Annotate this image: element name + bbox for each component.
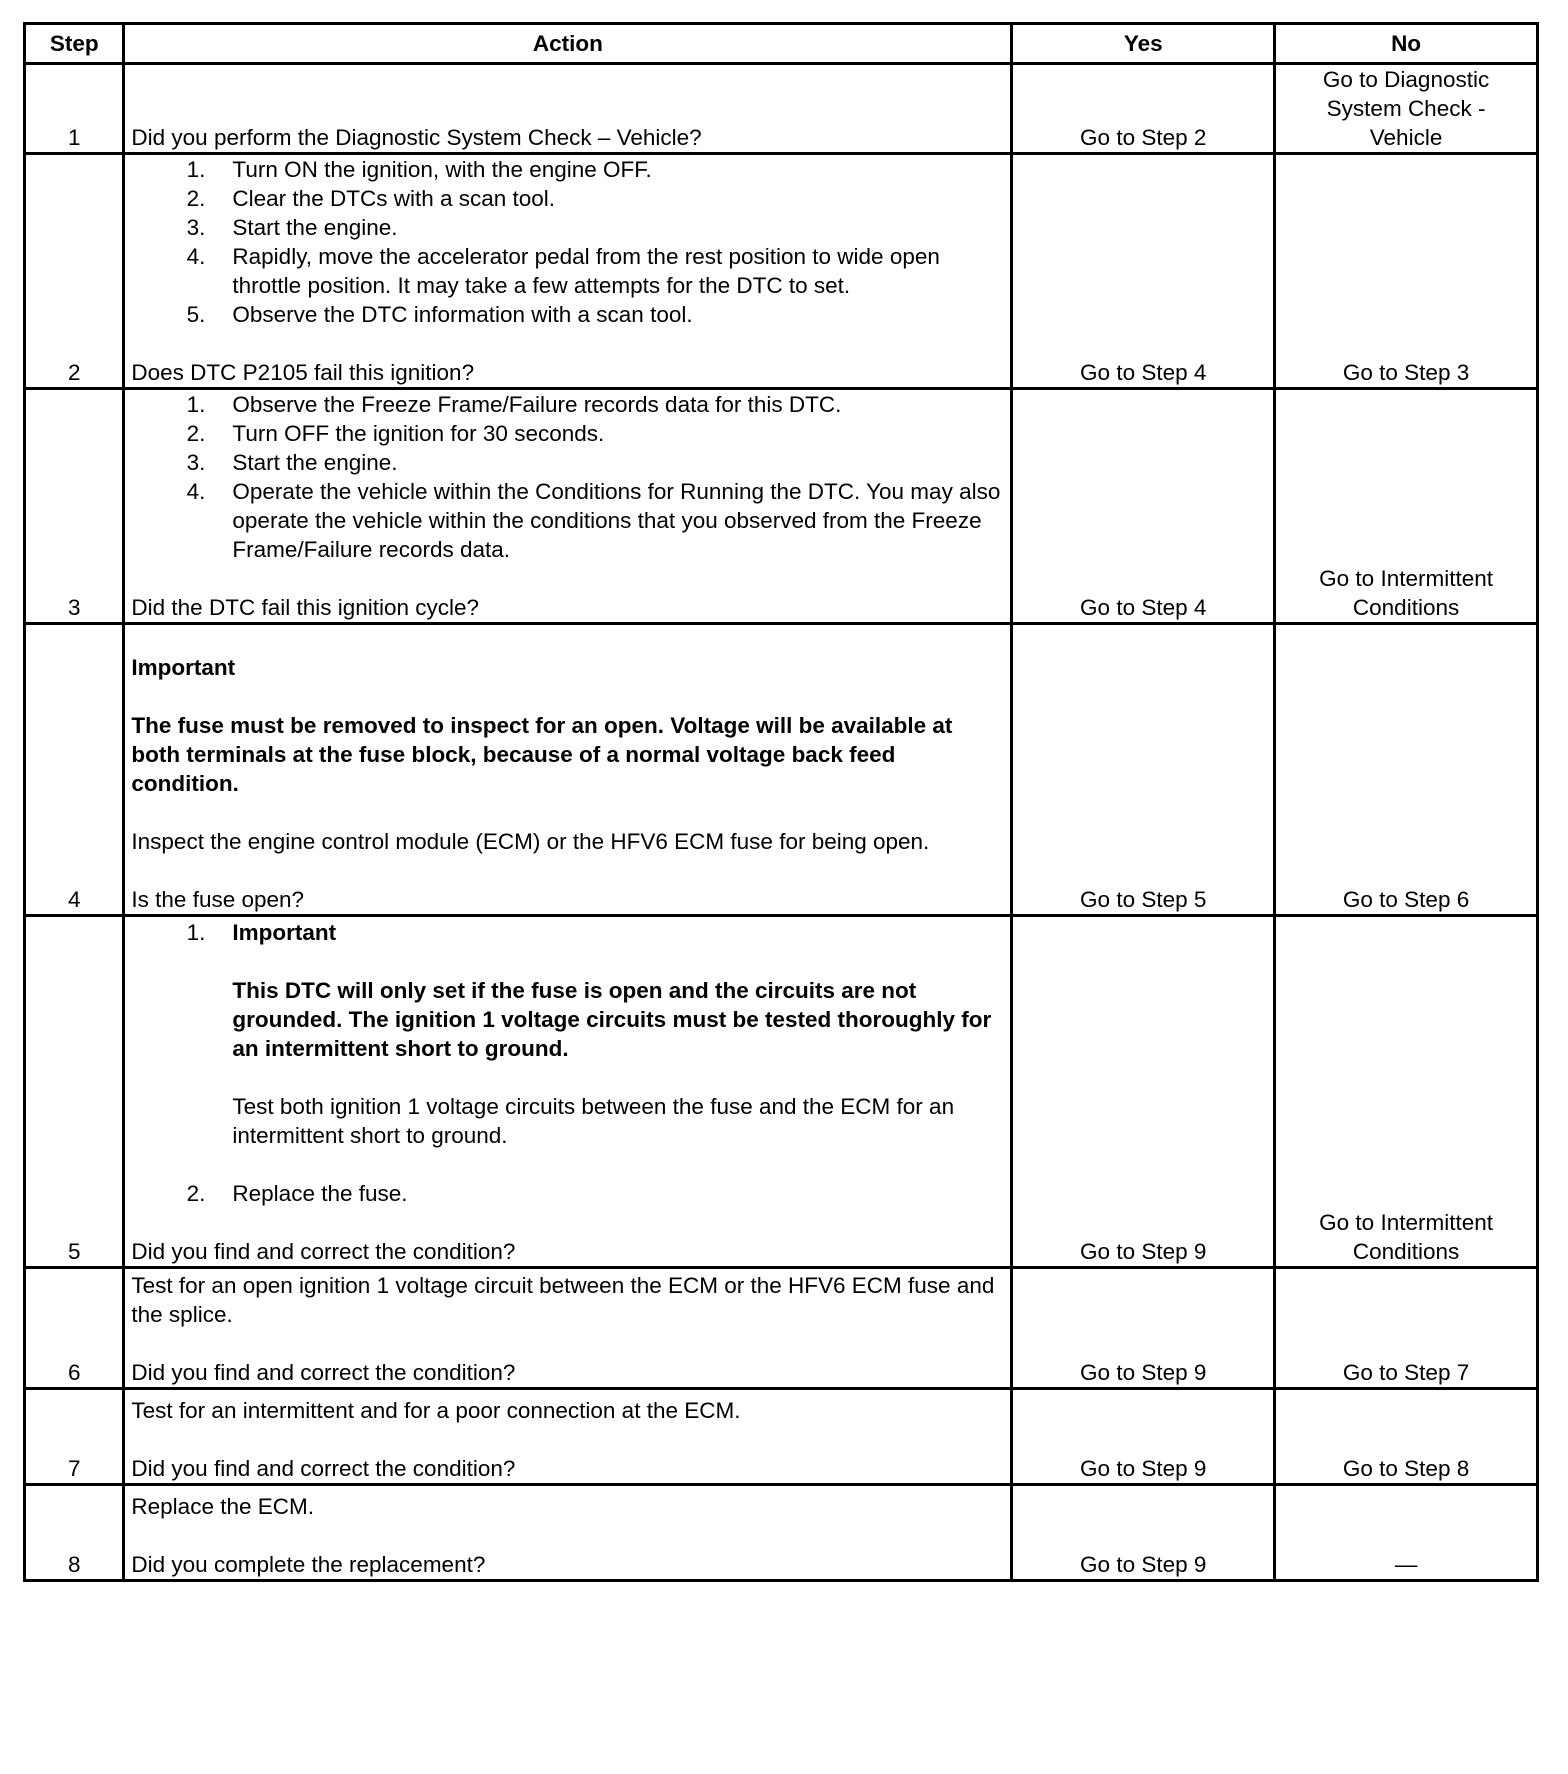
no-cell: — (1275, 1485, 1538, 1581)
action-list (131, 155, 1004, 329)
step-number: 2 (25, 154, 124, 389)
no-cell: Go to Intermittent Conditions (1275, 916, 1538, 1268)
no-cell: Go to Intermittent Conditions (1275, 389, 1538, 624)
table-row (25, 1485, 1538, 1581)
list-item: 1. Observe the Freeze Frame/Failure records data for this DTC. (186, 392, 842, 417)
action-question: Did you find and correct the condition? (131, 1360, 516, 1385)
table-row (25, 389, 1538, 624)
step-number: 6 (25, 1268, 124, 1389)
action-list (131, 918, 1004, 1208)
yes-cell: Go to Step 9 (1012, 1485, 1275, 1581)
header-no: No (1275, 24, 1538, 64)
action-cell (124, 624, 1012, 916)
yes-cell: Go to Step 9 (1012, 1389, 1275, 1485)
list-item: 2. Clear the DTCs with a scan tool. (186, 186, 556, 211)
important-title: Important (131, 655, 236, 680)
list-item: 4. Rapidly, move the accelerator pedal from the rest position to wide open throttle position. It may take a few attempts for the DTC to set. (186, 244, 940, 298)
table-row (25, 1389, 1538, 1485)
action-body: Replace the ECM. (131, 1494, 314, 1519)
action-question: Did you perform the Diagnostic System Check – Vehicle? (131, 125, 702, 150)
step-number: 3 (25, 389, 124, 624)
action-question: Does DTC P2105 fail this ignition? (131, 360, 475, 385)
list-item: 5. Observe the DTC information with a scan tool. (186, 302, 693, 327)
header-step: Step (25, 24, 124, 64)
action-cell (124, 154, 1012, 389)
no-cell: Go to Step 6 (1275, 624, 1538, 916)
yes-cell: Go to Step 9 (1012, 1268, 1275, 1389)
header-action: Action (124, 24, 1012, 64)
header-row (25, 24, 1538, 64)
table-row (25, 64, 1538, 154)
action-question: Did the DTC fail this ignition cycle? (131, 595, 480, 620)
action-question: Is the fuse open? (131, 887, 305, 912)
table-row (25, 1268, 1538, 1389)
list-item: 2. Turn OFF the ignition for 30 seconds. (186, 421, 605, 446)
step-number: 8 (25, 1485, 124, 1581)
no-cell: Go to Step 7 (1275, 1268, 1538, 1389)
action-body: Test both ignition 1 voltage circuits between the fuse and the ECM for an intermittent short to ground. (232, 1094, 955, 1148)
table-row (25, 624, 1538, 916)
action-cell (124, 1268, 1012, 1389)
important-text: The fuse must be removed to inspect for an open. Voltage will be available at both terminals at the fuse block, because of a normal voltage back feed condition. (131, 713, 953, 796)
list-item: 3. Start the engine. (186, 450, 398, 475)
no-cell: Go to Step 3 (1275, 154, 1538, 389)
step-number: 5 (25, 916, 124, 1268)
important-text: This DTC will only set if the fuse is open and the circuits are not grounded. The ignition 1 voltage circuits must be tested thoroughly for an intermittent short to ground. (232, 978, 992, 1061)
action-body: Inspect the engine control module (ECM) or the HFV6 ECM fuse for being open. (131, 829, 930, 854)
list-item: 1. Turn ON the ignition, with the engine OFF. (186, 157, 652, 182)
table-row (25, 916, 1538, 1268)
list-item: 2. Replace the fuse. (186, 1181, 408, 1206)
action-body: Test for an intermittent and for a poor connection at the ECM. (131, 1398, 741, 1423)
yes-cell: Go to Step 2 (1012, 64, 1275, 154)
list-item: 3. Start the engine. (186, 215, 398, 240)
header-yes: Yes (1012, 24, 1275, 64)
step-number: 7 (25, 1389, 124, 1485)
diagnostic-table (23, 22, 1539, 1582)
yes-cell: Go to Step 4 (1012, 154, 1275, 389)
action-cell (124, 389, 1012, 624)
list-item: 4. Operate the vehicle within the Conditions for Running the DTC. You may also operate the vehicle within the conditions that you observed from the Freeze Frame/Failure records data. (186, 479, 1001, 562)
list-item: 1. Important This DTC will only set if the fuse is open and the circuits are not grounded. The ignition 1 voltage circuits must be tested thoroughly for an intermittent short to ground. Test both ignition 1 voltage circuits between the fuse and the ECM for an intermittent short to ground. (131, 918, 1004, 1150)
yes-cell: Go to Step 4 (1012, 389, 1275, 624)
action-cell (124, 1389, 1012, 1485)
action-cell (124, 1485, 1012, 1581)
action-cell (124, 64, 1012, 154)
no-cell: Go to Diagnostic System Check - Vehicle (1275, 64, 1538, 154)
action-question: Did you find and correct the condition? (131, 1239, 516, 1264)
table-row (25, 154, 1538, 389)
important-title: Important (232, 920, 337, 945)
action-list (131, 390, 1004, 564)
yes-cell: Go to Step 9 (1012, 916, 1275, 1268)
action-question: Did you complete the replacement? (131, 1552, 486, 1577)
step-number: 1 (25, 64, 124, 154)
action-question: Did you find and correct the condition? (131, 1456, 516, 1481)
yes-cell: Go to Step 5 (1012, 624, 1275, 916)
no-cell: Go to Step 8 (1275, 1389, 1538, 1485)
step-number: 4 (25, 624, 124, 916)
action-cell (124, 916, 1012, 1268)
action-body: Test for an open ignition 1 voltage circuit between the ECM or the HFV6 ECM fuse and the splice. (131, 1273, 995, 1327)
